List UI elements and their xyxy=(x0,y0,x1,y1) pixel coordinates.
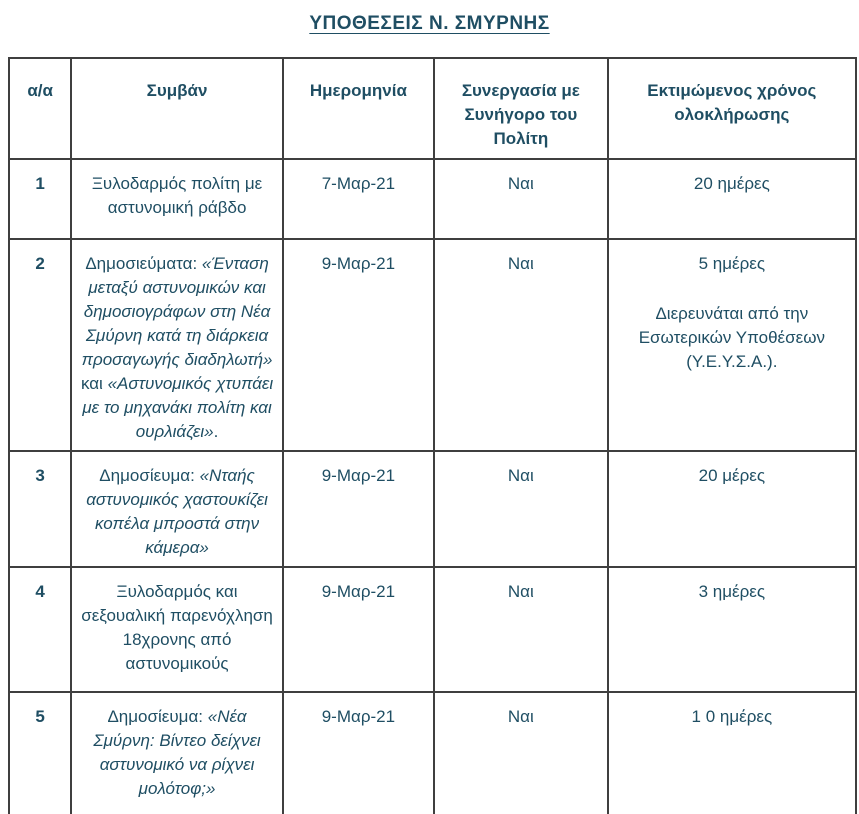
cell-cooperation: Ναι xyxy=(434,451,608,567)
cell-date: 9-Μαρ-21 xyxy=(283,239,434,451)
cell-estimated-time: 1 0 ημέρες xyxy=(608,692,856,814)
cell-cooperation: Ναι xyxy=(434,159,608,239)
cell-event: Δημοσίευμα: «Νέα Σμύρνη: Βίντεο δείχνει αστυνομικό να ρίχνει μολότοφ;» xyxy=(71,692,282,814)
header-date: Ημερομηνία xyxy=(283,58,434,159)
table-row xyxy=(9,159,856,239)
header-cooperation: Συνεργασία με Συνήγορο του Πολίτη xyxy=(434,58,608,159)
cell-event: Ξυλοδαρμός και σεξουαλική παρενόχληση 18χρονης από αστυνομικούς xyxy=(71,567,282,692)
cell-cooperation: Ναι xyxy=(434,567,608,692)
cell-date: 9-Μαρ-21 xyxy=(283,567,434,692)
cell-estimated-time: 20 μέρες xyxy=(608,451,856,567)
header-estimated-time: Εκτιμώμενος χρόνος ολοκλήρωσης xyxy=(608,58,856,159)
cell-index: 4 xyxy=(9,567,71,692)
cell-event: Δημοσιεύματα: «Ένταση μεταξύ αστυνομικών και δημοσιογράφων στη Νέα Σμύρνη κατά τη διάρκεια προσαγωγής διαδηλωτή» και «Αστυνομικός χτυπάει με το μηχανάκι πολίτη και ουρλιάζει». xyxy=(71,239,282,451)
cell-event: Ξυλοδαρμός πολίτη με αστυνομική ράβδο xyxy=(71,159,282,239)
cell-estimated-time: 5 ημέρες Διερευνάται από την Εσωτερικών Υποθέσεων (Υ.Ε.Υ.Σ.Α.). xyxy=(608,239,856,451)
cell-cooperation: Ναι xyxy=(434,239,608,451)
cell-event: Δημοσίευμα: «Νταής αστυνομικός χαστουκίζει κοπέλα μπροστά στην κάμερα» xyxy=(71,451,282,567)
cell-index: 3 xyxy=(9,451,71,567)
table-row xyxy=(9,451,856,567)
table-header-row xyxy=(9,58,856,159)
cell-index: 2 xyxy=(9,239,71,451)
cell-index: 5 xyxy=(9,692,71,814)
header-event: Συμβάν xyxy=(71,58,282,159)
table-row xyxy=(9,692,856,814)
cell-index: 1 xyxy=(9,159,71,239)
header-index: α/α xyxy=(9,58,71,159)
cell-date: 7-Μαρ-21 xyxy=(283,159,434,239)
cell-estimated-time: 20 ημέρες xyxy=(608,159,856,239)
table-row xyxy=(9,239,856,451)
cases-table xyxy=(8,57,857,814)
page-title: ΥΠΟΘΕΣΕΙΣ Ν. ΣΜΥΡΝΗΣ xyxy=(309,13,550,34)
table-row xyxy=(9,567,856,692)
cell-estimated-time: 3 ημέρες xyxy=(608,567,856,692)
cell-cooperation: Ναι xyxy=(434,692,608,814)
cell-date: 9-Μαρ-21 xyxy=(283,692,434,814)
cell-date: 9-Μαρ-21 xyxy=(283,451,434,567)
